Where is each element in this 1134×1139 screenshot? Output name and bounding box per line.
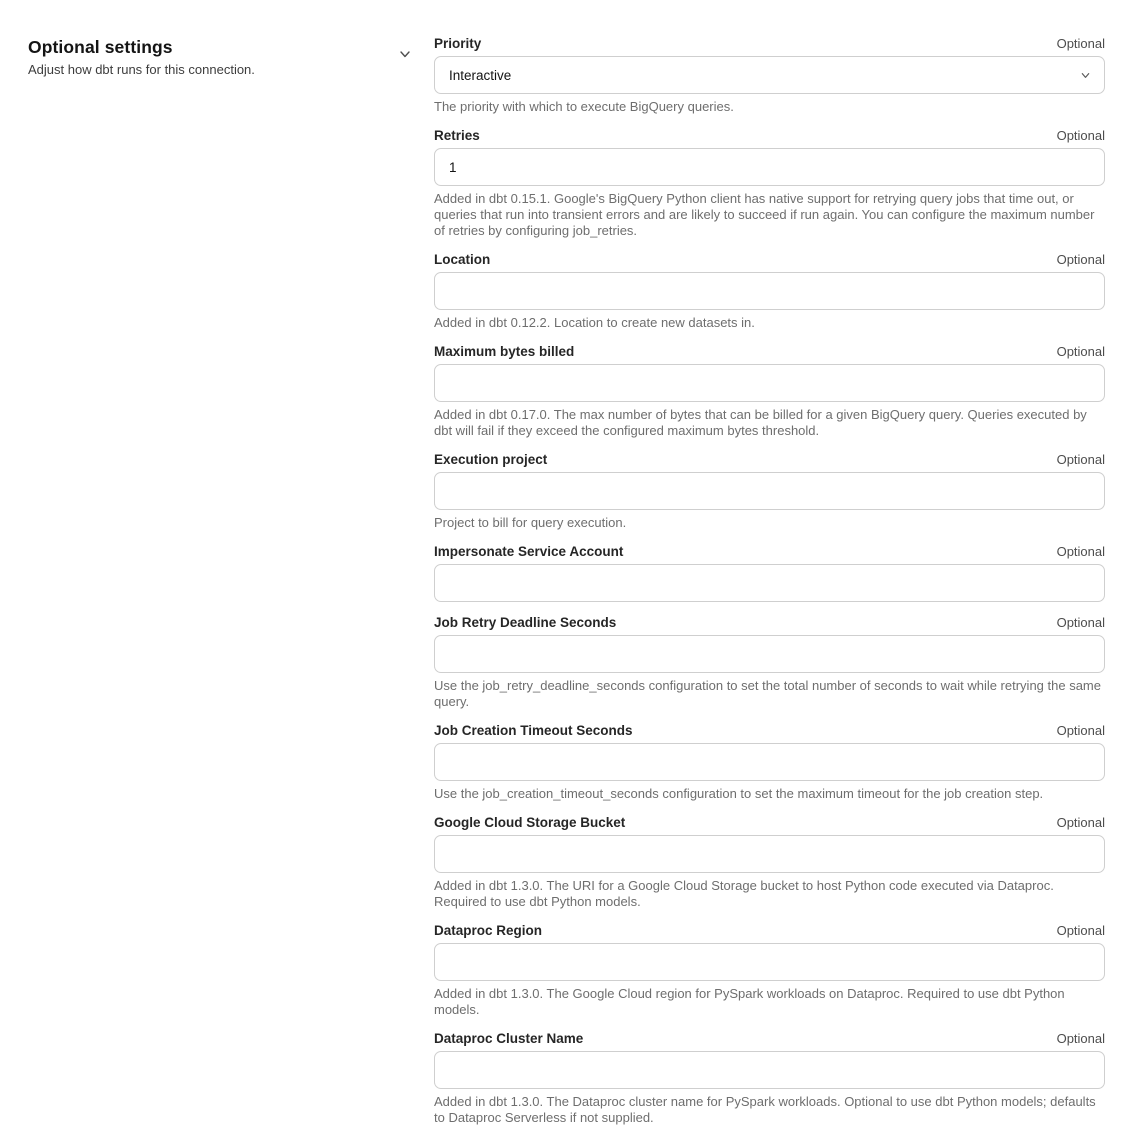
field-header: [434, 923, 1105, 939]
location-input[interactable]: [434, 272, 1105, 310]
field-execution-project: [434, 452, 1105, 531]
google-cloud-storage-bucket-input[interactable]: [434, 835, 1105, 873]
section-header: [0, 0, 434, 78]
job-creation-timeout-seconds-help-text: Use the job_creation_timeout_seconds configuration to set the maximum timeout for the job creation step.: [434, 786, 1044, 801]
field-google-cloud-storage-bucket: [434, 815, 1105, 910]
field-header: [434, 128, 1105, 144]
field-location: [434, 252, 1105, 331]
field-impersonate-service-account: [434, 544, 1105, 602]
dataproc-region-help-text: Added in dbt 1.3.0. The Google Cloud region for PySpark workloads on Dataproc. Required to use dbt Python models.: [434, 986, 1065, 1017]
field-dataproc-cluster-name: [434, 1031, 1105, 1126]
field-header: [434, 544, 1105, 560]
field-job-retry-deadline-seconds: [434, 615, 1105, 710]
priority-optional-badge: Optional: [1056, 36, 1105, 51]
google-cloud-storage-bucket-label: Google Cloud Storage Bucket: [434, 815, 626, 830]
impersonate-service-account-input[interactable]: [434, 564, 1105, 602]
priority-help-text: The priority with which to execute BigQuery queries.: [434, 99, 734, 114]
job-retry-deadline-seconds-input[interactable]: [434, 635, 1105, 673]
chevron-down-icon[interactable]: [398, 47, 412, 61]
dataproc-region-optional-badge: Optional: [1056, 923, 1105, 938]
maximum-bytes-billed-input[interactable]: [434, 364, 1105, 402]
field-dataproc-region: [434, 923, 1105, 1018]
dataproc-cluster-name-label: Dataproc Cluster Name: [434, 1031, 584, 1046]
field-header: [434, 36, 1105, 52]
dataproc-region-label: Dataproc Region: [434, 923, 543, 938]
field-header: [434, 452, 1105, 468]
dataproc-region-input[interactable]: [434, 943, 1105, 981]
field-header: [434, 1031, 1105, 1047]
priority-label: Priority: [434, 36, 482, 51]
execution-project-label: Execution project: [434, 452, 548, 467]
impersonate-service-account-label: Impersonate Service Account: [434, 544, 624, 559]
job-creation-timeout-seconds-input[interactable]: [434, 743, 1105, 781]
location-label: Location: [434, 252, 491, 267]
retries-help-text: Added in dbt 0.15.1. Google's BigQuery Python client has native support for retrying query jobs that time out, or queries that run into transient errors and are likely to succeed if run again. You can configure the maximum number of retries by configuring job_retries.: [434, 191, 1095, 238]
field-header: [434, 344, 1105, 360]
retries-input[interactable]: [434, 148, 1105, 186]
job-retry-deadline-seconds-label: Job Retry Deadline Seconds: [434, 615, 617, 630]
execution-project-input[interactable]: [434, 472, 1105, 510]
field-header: [434, 723, 1105, 739]
maximum-bytes-billed-label: Maximum bytes billed: [434, 344, 575, 359]
retries-optional-badge: Optional: [1056, 128, 1105, 143]
priority-selected-value: Interactive: [449, 67, 512, 83]
job-creation-timeout-seconds-optional-badge: Optional: [1056, 723, 1105, 738]
dataproc-cluster-name-help-text: Added in dbt 1.3.0. The Dataproc cluster name for PySpark workloads. Optional to use dbt Python models; defaults to Dataproc Serverless if not supplied.: [434, 1094, 1096, 1125]
settings-form: [434, 0, 1105, 1139]
job-creation-timeout-seconds-label: Job Creation Timeout Seconds: [434, 723, 633, 738]
job-retry-deadline-seconds-help-text: Use the job_retry_deadline_seconds configuration to set the total number of seconds to wait while retrying the same query.: [434, 678, 1101, 709]
field-priority: [434, 36, 1105, 115]
job-retry-deadline-seconds-optional-badge: Optional: [1056, 615, 1105, 630]
retries-label: Retries: [434, 128, 480, 143]
impersonate-service-account-optional-badge: Optional: [1056, 544, 1105, 559]
field-maximum-bytes-billed: [434, 344, 1105, 439]
section-subtitle: Adjust how dbt runs for this connection.: [28, 62, 255, 77]
priority-select[interactable]: [434, 56, 1105, 94]
chevron-down-icon: [1080, 70, 1091, 81]
execution-project-optional-badge: Optional: [1056, 452, 1105, 467]
google-cloud-storage-bucket-optional-badge: Optional: [1056, 815, 1105, 830]
section-title: Optional settings: [28, 37, 173, 57]
google-cloud-storage-bucket-help-text: Added in dbt 1.3.0. The URI for a Google Cloud Storage bucket to host Python code executed via Dataproc. Required to use dbt Python models.: [434, 878, 1054, 909]
dataproc-cluster-name-input[interactable]: [434, 1051, 1105, 1089]
dataproc-cluster-name-optional-badge: Optional: [1056, 1031, 1105, 1046]
field-header: [434, 815, 1105, 831]
location-help-text: Added in dbt 0.12.2. Location to create new datasets in.: [434, 315, 755, 330]
maximum-bytes-billed-optional-badge: Optional: [1056, 344, 1105, 359]
field-retries: [434, 128, 1105, 239]
execution-project-help-text: Project to bill for query execution.: [434, 515, 627, 530]
field-job-creation-timeout-seconds: [434, 723, 1105, 802]
location-optional-badge: Optional: [1056, 252, 1105, 267]
field-header: [434, 252, 1105, 268]
field-header: [434, 615, 1105, 631]
maximum-bytes-billed-help-text: Added in dbt 0.17.0. The max number of bytes that can be billed for a given BigQuery query. Queries executed by dbt will fail if they exceed the configured maximum bytes threshold.: [434, 407, 1087, 438]
